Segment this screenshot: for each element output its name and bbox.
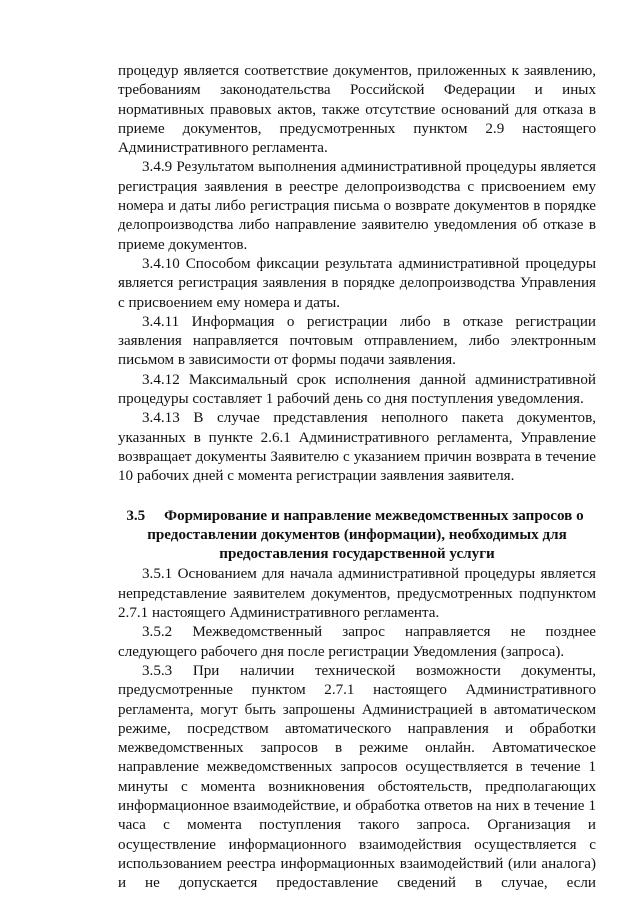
paragraph-3-4-9: 3.4.9 Результатом выполнения административной процедуры является регистрация заявления в реестре делопроизводства с присвоением ему номера и даты либо регистрация письма о возврате документов в порядке делопроизводства либо направление заявителю уведомления об отказе в приеме документов. — [118, 159, 596, 253]
document-page — [118, 62, 596, 893]
paragraph-3-5-2: 3.5.2 Межведомственный запрос направляется не позднее следующего рабочего дня после регистрации Уведомления (запроса). — [118, 624, 596, 660]
section-heading — [118, 507, 596, 565]
paragraph-3-5-3: 3.5.3 При наличии технической возможности документы, предусмотренные пунктом 2.7.1 настоящего Административного регламента, могут быть запрошены Администрацией в автоматическом режиме, посредством автоматического направления и обработки межведомственных запросов в режиме онлайн. Автоматическое направление межведомственных запросов осуществляется в течение 1 минуты с момента возникновения обстоятельств, предполагающих информационное взаимодействие, и обработка ответов на них в течение 1 часа с момента поступления такого запроса. Организация и осуществление информационного взаимодействия осуществляется с использованием реестра информационных взаимодействий (или аналога) и не допускается предоставление сведений в случае, если — [118, 662, 596, 892]
section-title: Формирование и направление межведомственных запросов о предоставлении документов (информации), необходимых для предоставления государственной услуги — [147, 507, 584, 563]
paragraph-3-4-13: 3.4.13 В случае представления неполного пакета документов, указанных в пункте 2.6.1 Административного регламента, Управление возвращает документы Заявителю с указанием причин возврата в течение 10 рабочих дней с момента регистрации заявления заявителя. — [118, 410, 596, 485]
section-spacer — [118, 487, 596, 507]
paragraph-3-5-1: 3.5.1 Основанием для начала административной процедуры является непредставление заявителем документов, предусмотренных подпунктом 2.7.1 настоящего Административного регламента. — [118, 566, 596, 622]
paragraph-continuation: процедур является соответствие документов, приложенных к заявлению, требованиям законодательства Российской Федерации и иных нормативных правовых актов, также отсутствие оснований для отказа в приеме документов, предусмотренных пунктом 2.9 настоящего Административного регламента. — [118, 63, 596, 157]
paragraph-3-4-10: 3.4.10 Способом фиксации результата административной процедуры является регистрация заявления в порядке делопроизводства Управления с присвоением ему номера и даты. — [118, 255, 596, 311]
paragraph-3-4-11: 3.4.11 Информация о регистрации либо в отказе регистрации заявления направляется почтовым отправлением, либо электронным письмом в зависимости от формы подачи заявления. — [118, 313, 596, 369]
section-number: 3.5 — [126, 507, 146, 524]
paragraph-3-4-12: 3.4.12 Максимальный срок исполнения данной административной процедуры составляет 1 рабочий день со дня поступления уведомления. — [118, 371, 596, 408]
